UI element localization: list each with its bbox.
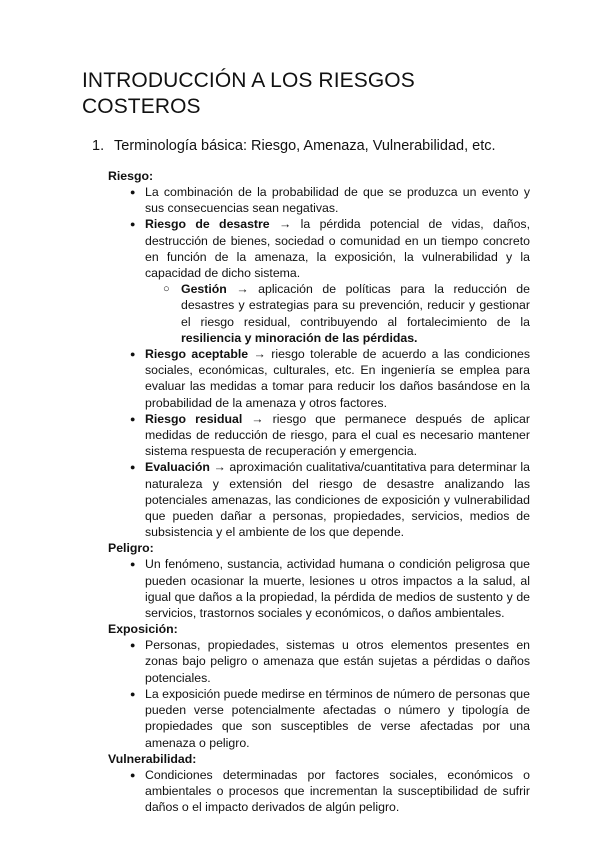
list-exposicion	[78, 637, 530, 750]
item-text: → riesgo que permanece después de aplicar medidas de reducción de riesgo, para el cual es necesario mantener sistema respuesta de recuperación y emergencia.	[145, 411, 530, 459]
item-term: Riesgo residual	[145, 411, 243, 426]
item-text: Un fenómeno, sustancia, actividad humana o condición peligrosa que pueden ocasionar la muerte, lesiones u otros impactos a la salud, al igual que daños a la propiedad, la pérdida de medios de sustento y de servicios, trastornos sociales y económicos, o daños ambientales.	[145, 557, 530, 621]
heading-riesgo: Riesgo:	[108, 169, 154, 183]
bullet-icon: ●	[130, 769, 136, 780]
item-text: La combinación de la probabilidad de que se produzca un evento y sus consecuencias sean negativas.	[145, 185, 530, 216]
item-term: Evaluación	[145, 460, 210, 475]
item-text: → aproximación cualitativa/cuantitativa para determinar la naturaleza y extensión del riesgo de desastre analizando las potenciales amenazas, las condiciones de exposición y vulnerabilidad que pueden dañar a personas, propiedades, servicios, medios de subsistencia y el ambiente de los que depende.	[145, 460, 530, 540]
list-item	[78, 637, 530, 686]
bullet-icon: ●	[130, 688, 136, 699]
item-text: La exposición puede medirse en términos de número de personas que pueden verse potencialmente afectadas o número y tipología de propiedades que son susceptibles de verse afectadas por una amenaza o peligro.	[145, 686, 530, 750]
document-title: INTRODUCCIÓN A LOS RIESGOS COSTEROS	[82, 69, 415, 118]
item-text: → aplicación de políticas para la reducción de desastres y estrategias para su prevención, reducir y gestionar el riesgo residual, contribuyendo al fortalecimiento de la	[181, 282, 530, 329]
section-number: 1.	[92, 138, 105, 154]
bullet-icon: ●	[130, 349, 136, 360]
list-item	[78, 411, 530, 460]
section-heading	[92, 136, 530, 156]
list-item	[78, 459, 530, 540]
item-text: Personas, propiedades, sistemas u otros elementos presentes en zonas bajo peligro o amenaza que están sujetas a pérdidas o daños potenciales.	[145, 638, 530, 685]
heading-vulnerabilidad: Vulnerabilidad:	[108, 751, 197, 766]
item-text: Condiciones determinadas por factores sociales, económicos o ambientales o procesos que incrementan la susceptibilidad de sufrir daños o el impacto derivados de algún peligro.	[145, 767, 530, 815]
heading-peligro: Peligro:	[108, 541, 154, 556]
item-term: Riesgo aceptable	[145, 347, 249, 362]
hollow-bullet-icon: ○	[163, 283, 170, 296]
sub-list-item	[145, 281, 530, 346]
bullet-icon: ●	[130, 187, 136, 197]
list-item	[78, 216, 530, 346]
heading-exposicion: Exposición:	[108, 622, 178, 637]
list-riesgo	[78, 184, 530, 540]
item-text: → la pérdida potencial de vidas, daños, destrucción de bienes, sociedad o comunidad en un tiempo concreto en función de la amenaza, la exposición, la vulnerabilidad y la capacidad de dicho sistema.	[145, 217, 530, 281]
bullet-icon: ●	[130, 219, 136, 230]
list-item	[78, 184, 530, 216]
list-vulnerabilidad	[78, 767, 530, 816]
item-text: → riesgo tolerable de acuerdo a las condiciones sociales, económicas, culturales, etc. En ingeniería se emplea para evaluar las medidas a tomar para reducir los daños basándose en la probabilidad de la amenaza y otros factores.	[145, 347, 530, 410]
item-term: Riesgo de desastre	[145, 217, 270, 232]
bullet-icon: ●	[130, 640, 136, 651]
list-item	[78, 346, 530, 411]
list-item	[78, 767, 530, 816]
list-item	[78, 556, 530, 621]
item-term: Gestión	[181, 282, 227, 297]
bullet-icon: ●	[130, 559, 136, 570]
sublist-riesgo-desastre	[145, 281, 530, 346]
bullet-icon: ●	[130, 462, 136, 473]
bullet-icon: ●	[130, 413, 136, 424]
list-peligro	[78, 556, 530, 621]
item-bold-end: resiliencia y minoración de las pérdidas.	[181, 330, 418, 345]
section-title: Terminología básica: Riesgo, Amenaza, Vulnerabilidad, etc.	[114, 138, 496, 154]
list-item	[78, 686, 530, 751]
